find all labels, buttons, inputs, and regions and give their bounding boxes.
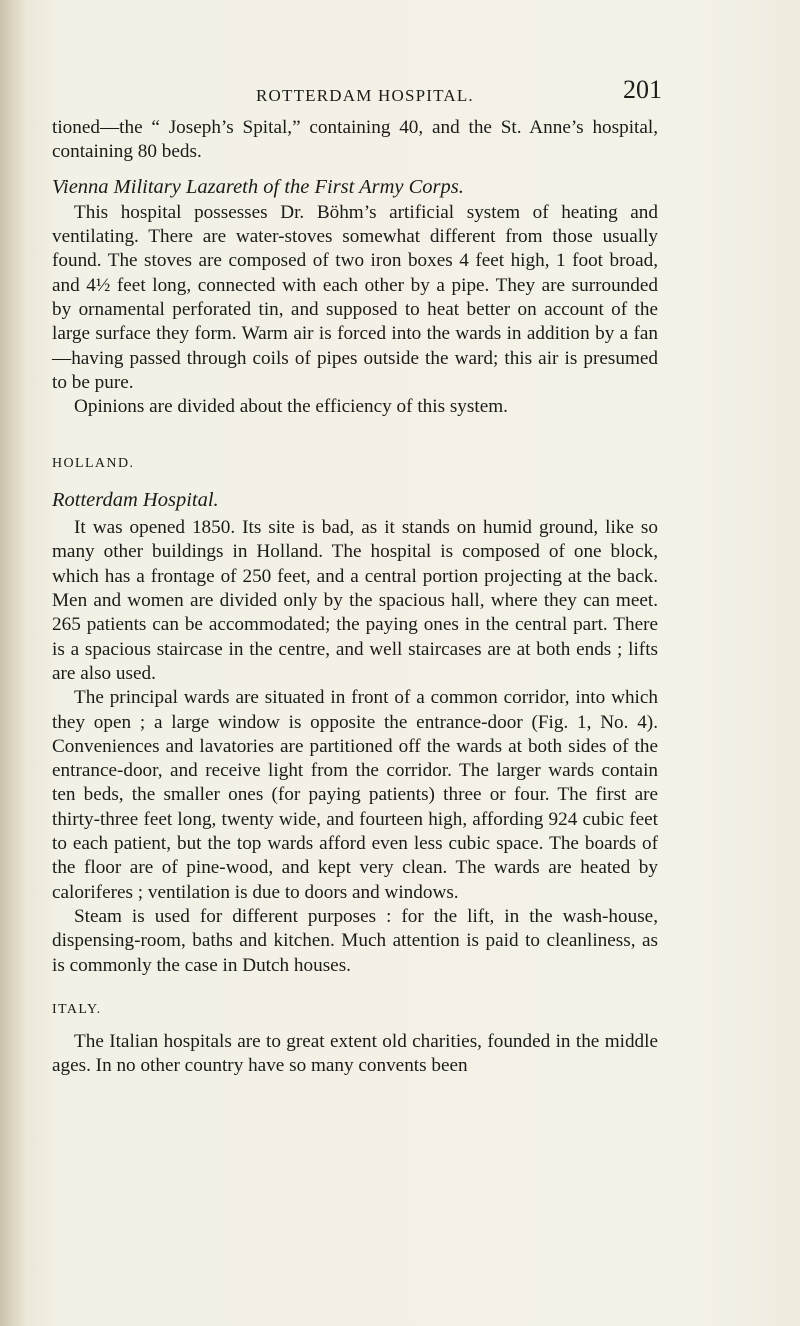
- rotterdam-paragraph-2: The principal wards are situated in front of a common corridor, into which they open ; a large window is opposite the entrance-door (Fig. 1, No. 4). Conveniences and lavatories are partitioned off the wards at both sides of the entrance-door, and receive light from the corridor. The larger wards contain ten beds, the smaller ones (for paying patients) three or four. The first are thirty-three feet long, twenty wide, and fourteen high, affording 924 cubic feet to each patient, but the top wards afford even less cubic space. The boards of the floor are of pine-wood, and kept very clean. The wards are heated by caloriferes ; ventilation is due to doors and windows.: [52, 687, 658, 903]
- rotterdam-paragraph-3: Steam is used for different purposes : for the lift, in the wash-house, dispensing-room, baths and kitchen. Much attention is paid to cleanliness, as is commonly the case in Dutch houses.: [52, 905, 658, 976]
- page-number: 201: [623, 75, 662, 104]
- page-gutter-shadow: [0, 0, 26, 1326]
- rotterdam-section-heading: Rotterdam Hospital.: [52, 488, 219, 511]
- body-text: [52, 116, 658, 1079]
- holland-country-heading: HOLLAND.: [52, 455, 135, 471]
- rotterdam-paragraph-1: It was opened 1850. Its site is bad, as it stands on humid ground, like so many other buildings in Holland. The hospital is composed of one block, which has a frontage of 250 feet, and a central portion projecting at the back. Men and women are divided only by the spacious hall, where they can meet. 265 patients can be accommodated; the paying ones in the central part. There is a spacious staircase in the centre, and well staircases are at both ends ; lifts are also used.: [52, 517, 658, 684]
- vienna-section-heading: Vienna Military Lazareth of the First Army Corps.: [52, 175, 464, 198]
- italy-country-heading: ITALY.: [52, 1001, 102, 1017]
- vienna-paragraph-2: Opinions are divided about the efficiency of this system.: [74, 396, 508, 418]
- running-title: ROTTERDAM HOSPITAL.: [256, 86, 474, 105]
- vienna-paragraph-1: This hospital possesses Dr. Böhm’s artificial system of heating and ventilating. There are water-stoves somewhat different from those usually found. The stoves are composed of two iron boxes 4 feet high, 1 foot broad, and 4½ feet long, connected with each other by a pipe. They are surrounded by ornamental perforated tin, and supposed to heat better on account of the large surface they form. Warm air is forced into the wards in addition by a fan —having passed through coils of pipes outside the ward; this air is presumed to be pure.: [52, 201, 658, 393]
- italy-paragraph-1: The Italian hospitals are to great extent old charities, founded in the middle ages. In no other country have so many convents been: [52, 1031, 658, 1077]
- continuation-paragraph: tioned—the “ Joseph’s Spital,” containing 40, and the St. Anne’s hospital, containing 80 beds.: [52, 117, 658, 163]
